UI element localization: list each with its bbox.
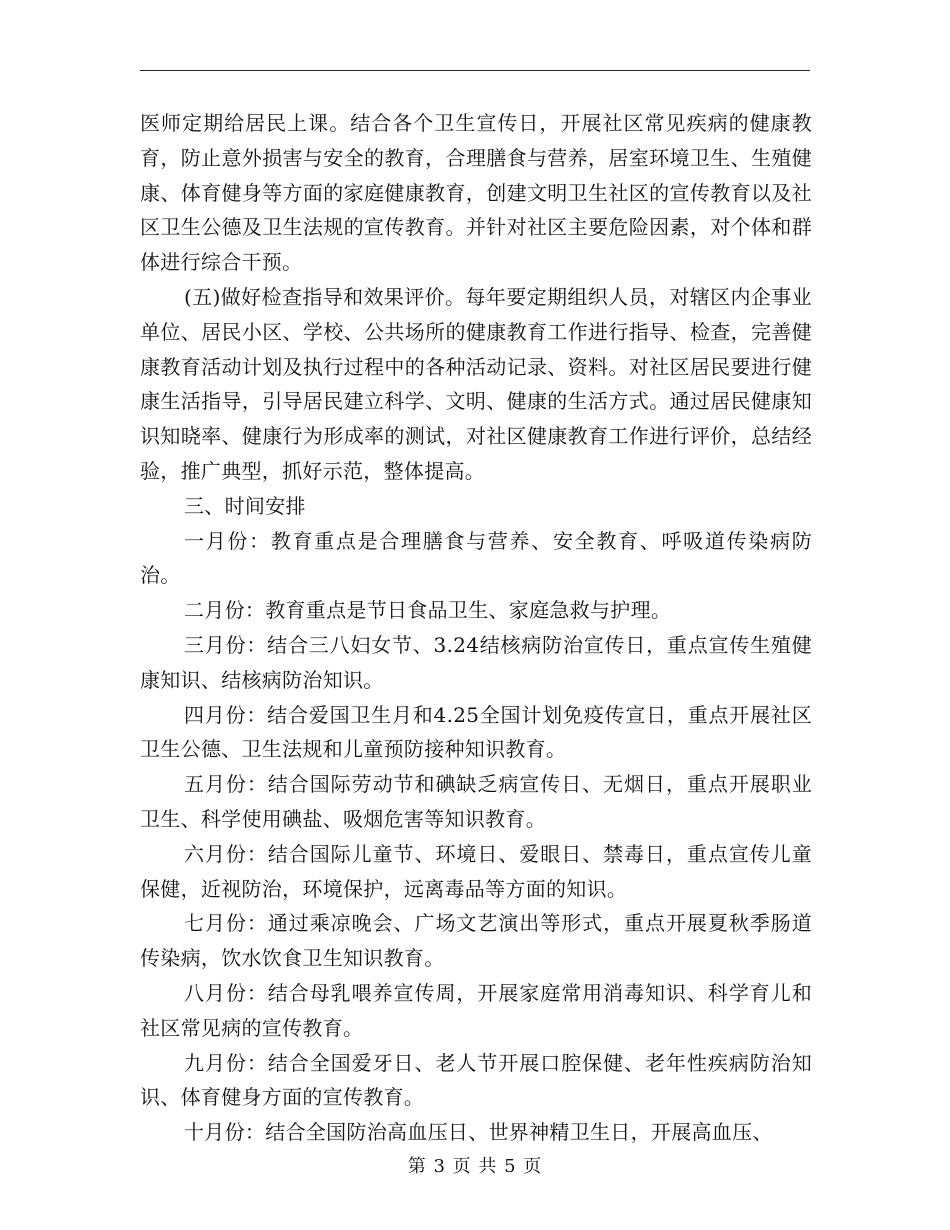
schedule-june: 六月份：结合国际儿童节、环境日、爱眼日、禁毒日，重点宣传儿童保健，近视防治，环境保护，远离毒品等方面的知识。 xyxy=(140,841,812,901)
document-body xyxy=(140,106,812,1150)
schedule-september: 九月份：结合全国爱牙日、老人节开展口腔保健、老年性疾病防治知识、体育健身方面的宣传教育。 xyxy=(140,1050,812,1110)
schedule-february: 二月份：教育重点是节日食品卫生、家庭急救与护理。 xyxy=(184,598,672,623)
paragraph-evaluation: (五)做好检查指导和效果评价。每年要定期组织人员，对辖区内企事业单位、居民小区、学校、公共场所的健康教育工作进行指导、检查，完善健康教育活动计划及执行过程中的各种活动记录、资料。对社区居民要进行健康生活指导，引导居民建立科学、文明、健康的生活方式。通过居民健康知识知晓率、健康行为形成率的测试，对社区健康教育工作进行评价，总结经验，推广典型，抓好示范，整体提高。 xyxy=(140,284,812,483)
paragraph-continued: 医师定期给居民上课。结合各个卫生宣传日，开展社区常见疾病的健康教育，防止意外损害与安全的教育，合理膳食与营养，居室环境卫生、生殖健康、体育健身等方面的家庭健康教育，创建文明卫生社区的宣传教育以及社区卫生公德及卫生法规的宣传教育。并针对社区主要危险因素，对个体和群体进行综合干预。 xyxy=(140,111,812,275)
schedule-march: 三月份：结合三八妇女节、3.24结核病防治宣传日，重点宣传生殖健康知识、结核病防治知识。 xyxy=(140,632,812,692)
schedule-may: 五月份：结合国际劳动节和碘缺乏病宣传日、无烟日，重点开展职业卫生、科学使用碘盐、吸烟危害等知识教育。 xyxy=(140,772,812,831)
schedule-august: 八月份：结合母乳喂养宣传周，开展家庭常用消毒知识、科学育儿和社区常见病的宣传教育。 xyxy=(140,980,812,1040)
schedule-july: 七月份：通过乘凉晚会、广场文艺演出等形式，重点开展夏秋季肠道传染病，饮水饮食卫生知识教育。 xyxy=(140,911,812,971)
schedule-april: 四月份：结合爱国卫生月和4.25全国计划免疫传宣日，重点开展社区卫生公德、卫生法规和儿童预防接种知识教育。 xyxy=(140,702,812,762)
header-rule xyxy=(140,70,810,71)
section-heading-schedule: 三、时间安排 xyxy=(184,493,306,518)
page-number: 第 3 页 共 5 页 xyxy=(407,1156,543,1177)
schedule-october: 十月份：结合全国防治高血压日、世界神精卫生日，开展高血压、 xyxy=(184,1120,773,1145)
schedule-january: 一月份：教育重点是合理膳食与营养、安全教育、呼吸道传染病防治。 xyxy=(140,528,812,588)
